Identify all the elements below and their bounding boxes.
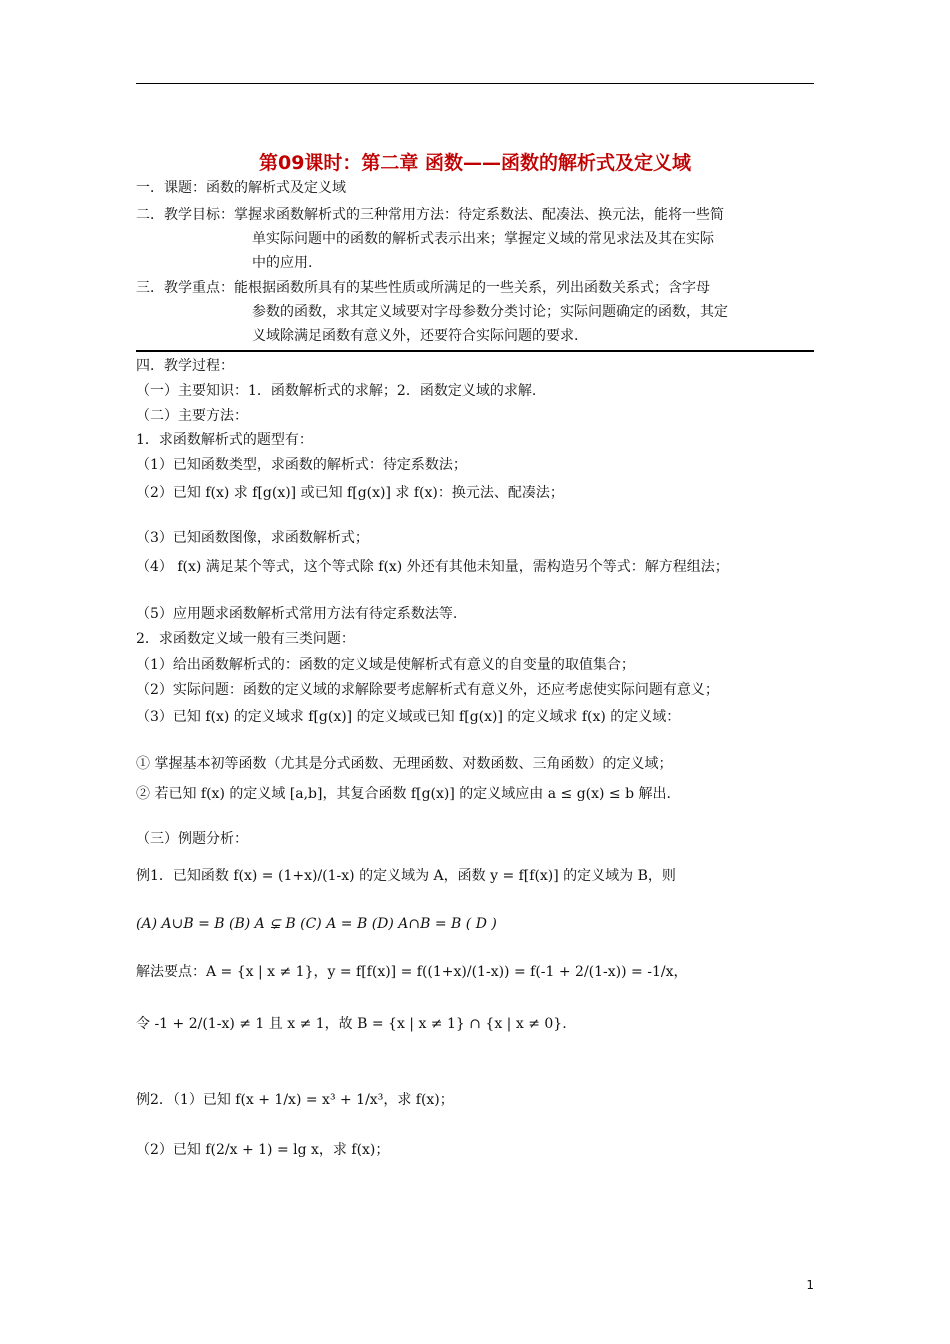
section-divider <box>136 350 814 352</box>
method-2-item-2: （2）实际问题：函数的定义域的求解除要考虑解析式有意义外，还应考虑使实际问题有意义； <box>136 682 719 698</box>
method-2-note-2: ② 若已知 f(x) 的定义域 [a,b]，其复合函数 f[g(x)] 的定义域应由 a ≤ g(x) ≤ b 解出. <box>136 786 671 802</box>
method-2-item-3: （3）已知 f(x) 的定义域求 f[g(x)] 的定义域或已知 f[g(x)] 的定义域求 f(x) 的定义域： <box>136 709 681 725</box>
example-1: 例1．已知函数 f(x) = (1+x)/(1-x) 的定义域为 A，函数 y = f[f(x)] 的定义域为 B，则 <box>136 868 676 884</box>
main-methods-heading: （二）主要方法： <box>136 408 248 424</box>
example-1-options: (A) A∪B = B (B) A ⊊ B (C) A = B (D) A∩B = B ( D ) <box>136 916 497 932</box>
method-2-heading: 2．求函数定义域一般有三类问题： <box>136 631 355 647</box>
page-number: 1 <box>806 1278 814 1292</box>
section-focus-line-1: 三．教学重点：能根据函数所具有的某些性质或所满足的一些关系，列出函数关系式；含字母 <box>136 280 710 296</box>
page-title: 第09课时：第二章 函数——函数的解析式及定义域 <box>258 152 692 174</box>
method-1-item-2: （2）已知 f(x) 求 f[g(x)] 或已知 f[g(x)] 求 f(x)：换元法、配凑法； <box>136 485 564 501</box>
method-2-item-1: （1）给出函数解析式的：函数的定义域是使解析式有意义的自变量的取值集合； <box>136 657 635 673</box>
section-focus-line-3: 义域除满足函数有意义外，还要符合实际问题的要求. <box>252 328 579 344</box>
section-goal-line-2: 单实际问题中的函数的解析式表示出来；掌握定义域的常见求法及其在实际 <box>252 231 714 247</box>
section-focus-line-2: 参数的函数，求其定义域要对字母参数分类讨论；实际问题确定的函数，其定 <box>252 304 728 320</box>
method-2-note-1: ① 掌握基本初等函数（尤其是分式函数、无理函数、对数函数、三角函数）的定义域； <box>136 756 673 772</box>
main-knowledge: （一）主要知识：1．函数解析式的求解；2．函数定义域的求解. <box>136 383 537 399</box>
section-topic: 一．课题：函数的解析式及定义域 <box>136 180 346 196</box>
section-goal-line-1: 二．教学目标：掌握求函数解析式的三种常用方法：待定系数法、配凑法、换元法，能将一些简 <box>136 207 724 223</box>
section-process: 四．教学过程： <box>136 358 234 374</box>
example-1-solution-1: 解法要点：A = {x | x ≠ 1}，y = f[f(x)] = f((1+x)/(1-x)) = f(-1 + 2/(1-x)) = -1/x， <box>136 964 688 980</box>
method-1-item-4: （4） f(x) 满足某个等式，这个等式除 f(x) 外还有其他未知量，需构造另个等式：解方程组法； <box>136 559 729 575</box>
method-1-item-3: （3）已知函数图像，求函数解析式； <box>136 530 369 546</box>
example-2-part-2: （2）已知 f(2/x + 1) = lg x，求 f(x)； <box>136 1142 390 1158</box>
examples-heading: （三）例题分析： <box>136 831 248 847</box>
method-1-heading: 1．求函数解析式的题型有： <box>136 432 313 448</box>
header-rule <box>136 83 814 84</box>
section-goal-line-3: 中的应用. <box>252 255 313 271</box>
method-1-item-5: （5）应用题求函数解析式常用方法有待定系数法等. <box>136 606 458 622</box>
example-2-part-1: 例2．（1）已知 f(x + 1/x) = x³ + 1/x³，求 f(x)； <box>136 1092 454 1108</box>
example-1-solution-2: 令 -1 + 2/(1-x) ≠ 1 且 x ≠ 1，故 B = {x | x ≠ 1} ∩ {x | x ≠ 0}. <box>136 1016 567 1032</box>
method-1-item-1: （1）已知函数类型，求函数的解析式：待定系数法； <box>136 457 467 473</box>
